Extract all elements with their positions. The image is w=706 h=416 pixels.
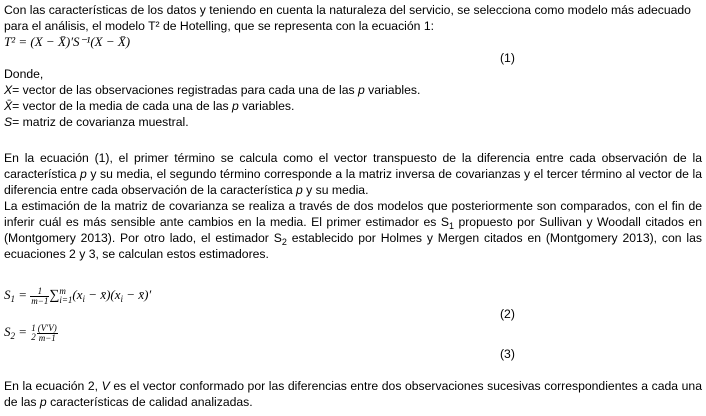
eq2-mid: − x̄)(x: [85, 287, 121, 302]
eq2-sum-top: m: [59, 286, 66, 297]
paragraph-1: [4, 150, 702, 198]
equation-3-number: (3): [500, 347, 515, 361]
def-xbar-text: = vector de la media de cada una de las: [12, 99, 232, 113]
eq2-fraction: [30, 287, 49, 306]
eq2-equals: =: [15, 287, 31, 302]
intro-line-1: Con las características de los datos y teniendo en cuenta la naturaleza del servicio, se selecciona como modelo más adecuado: [4, 3, 691, 17]
equation-1-number-row: [4, 50, 702, 66]
def-xbar-symbol: X̄: [4, 99, 13, 113]
def-x-var: p: [358, 83, 365, 97]
def-s-text: = matriz de covarianza muestral.: [12, 115, 189, 129]
para2-c: establecido por Holmes y Mergen citados en (Montgomery 2013), con las ecuaciones 2 y 3, se calculan estos estimadores.: [4, 231, 702, 261]
para2-s2-sub: 2: [281, 237, 287, 247]
eq2-num: 1: [30, 287, 49, 297]
para1-b: y su media, el segundo término corresponde a la matriz inversa de covarianzas y el tercer término al vector de la diferencia entre cada observación de la característica: [4, 167, 702, 197]
para3-a: En la ecuación 2,: [4, 379, 102, 393]
def-s-symbol: S: [4, 115, 13, 129]
eq2-den: m−1: [31, 295, 49, 306]
def-xbar-tail: variables.: [238, 99, 295, 113]
para3-v: V: [101, 379, 110, 393]
eq3-num2: (V′V): [37, 322, 57, 333]
para2-s1-sub: 1: [448, 221, 454, 231]
intro-line-2: para el análisis, el modelo T² de Hotelling, que se representa con la ecuación 1:: [4, 19, 434, 33]
eq2-sum-bot: i=1: [59, 295, 73, 306]
eq2-end: − x̄)′: [123, 287, 152, 302]
para3-p: p: [39, 395, 47, 409]
def-s: [4, 114, 702, 130]
eq2-i1: i: [82, 294, 86, 304]
def-xbar-var: p: [232, 99, 239, 113]
eq2-sum-limits: [59, 287, 72, 305]
eq2-sub: 1: [10, 294, 15, 304]
eq3-lhs: S: [4, 324, 11, 339]
eq3-sub: 2: [10, 331, 15, 341]
eq3-den2: m−1: [38, 332, 56, 343]
paragraph-2: [4, 198, 702, 262]
para1-p2: p: [295, 183, 303, 197]
def-x-tail: variables.: [364, 83, 421, 97]
para3-b: es el vector conformado por las diferencias entre dos observaciones sucesivas correspondientes a cada una de las: [4, 379, 702, 409]
equation-1-number: (1): [500, 51, 515, 65]
eq3-equals: =: [15, 324, 31, 339]
donde-label: Donde,: [4, 67, 44, 81]
equation-3: [4, 320, 702, 344]
para3-c: características de calidad analizadas.: [46, 395, 253, 409]
eq2-i2: i: [120, 294, 124, 304]
para1-a: En la ecuación (1), el primer término se calcula como el vector transpuesto de la diferencia entre cada observación de la característica: [4, 151, 702, 181]
eq3-fraction-2: [37, 324, 58, 343]
equation-2-number: (2): [500, 307, 515, 321]
def-x: [4, 82, 702, 98]
equation-1: [4, 34, 702, 50]
sum-icon: ∑: [49, 288, 60, 303]
paragraph-3: [4, 378, 702, 410]
eq2-lhs: S: [4, 287, 11, 302]
eq3-num1: 1: [31, 323, 36, 334]
para1-c: y su media.: [302, 183, 369, 197]
equation-2-number-row: [4, 306, 702, 320]
document-page: [4, 2, 702, 410]
equation-3-number-row: [4, 346, 702, 362]
para2-a: La estimación de la matriz de covarianza se realiza a través de dos modelos que posteriormente son comparados, con el fin de inferir cuál es más sensible ante cambios en la media. El primer estimador es S: [4, 199, 702, 229]
para2-b: propuesto por Sullivan y Woodall citados en (Montgomery 2013). Por otro lado, el estimador S: [4, 215, 702, 245]
eq2-body: (x: [72, 287, 83, 302]
equation-2: [4, 284, 702, 306]
def-x-text: = vector de las observaciones registradas para cada una de las: [12, 83, 358, 97]
equation-1-formula: T² = (X − X̄)′S⁻¹(X − X̄): [4, 34, 131, 49]
para1-p1: p: [80, 167, 87, 181]
eq3-den1: 2: [31, 332, 36, 343]
def-xbar: [4, 98, 702, 114]
def-x-symbol: X: [4, 83, 13, 97]
